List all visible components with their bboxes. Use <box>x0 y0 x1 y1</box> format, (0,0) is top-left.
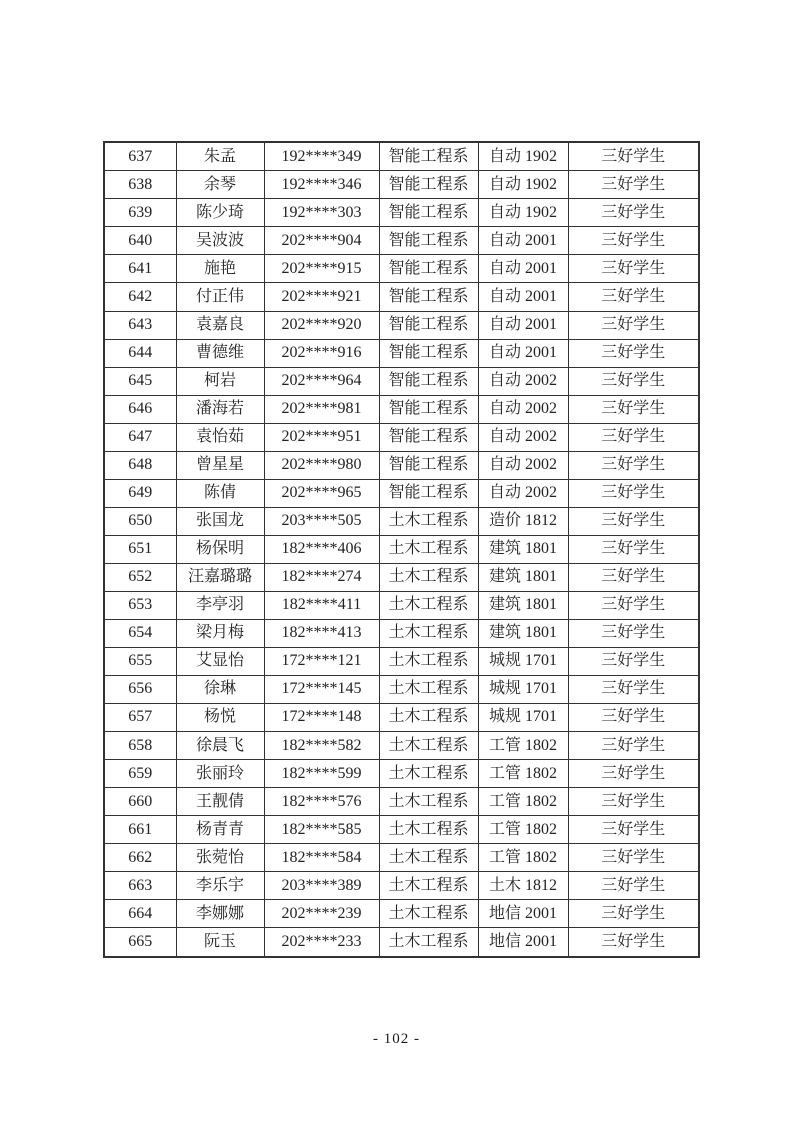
cell-class: 自动 2001 <box>478 311 568 339</box>
cell-department: 土木工程系 <box>379 507 478 535</box>
cell-department: 土木工程系 <box>379 619 478 647</box>
cell-class: 自动 2002 <box>478 423 568 451</box>
cell-class: 自动 1902 <box>478 199 568 227</box>
cell-department: 土木工程系 <box>379 591 478 619</box>
cell-serial-number: 638 <box>104 171 176 199</box>
cell-student-name: 杨青青 <box>176 816 264 844</box>
cell-student-id: 182****585 <box>264 816 379 844</box>
cell-serial-number: 662 <box>104 844 176 872</box>
cell-student-name: 张菀怡 <box>176 844 264 872</box>
table-row <box>104 255 699 283</box>
table-row <box>104 507 699 535</box>
cell-department: 智能工程系 <box>379 255 478 283</box>
cell-student-id: 203****505 <box>264 507 379 535</box>
cell-class: 工管 1802 <box>478 844 568 872</box>
cell-student-id: 192****346 <box>264 171 379 199</box>
table-row <box>104 311 699 339</box>
table-row <box>104 283 699 311</box>
table-row <box>104 451 699 479</box>
cell-award: 三好学生 <box>568 788 699 816</box>
cell-award: 三好学生 <box>568 171 699 199</box>
cell-department: 智能工程系 <box>379 451 478 479</box>
table-row <box>104 367 699 395</box>
cell-department: 土木工程系 <box>379 788 478 816</box>
cell-serial-number: 645 <box>104 367 176 395</box>
cell-student-name: 张国龙 <box>176 507 264 535</box>
cell-class: 自动 2002 <box>478 367 568 395</box>
cell-class: 城规 1701 <box>478 703 568 731</box>
cell-award: 三好学生 <box>568 479 699 507</box>
cell-serial-number: 653 <box>104 591 176 619</box>
cell-student-id: 182****582 <box>264 731 379 759</box>
cell-student-id: 202****915 <box>264 255 379 283</box>
cell-department: 智能工程系 <box>379 311 478 339</box>
cell-department: 智能工程系 <box>379 423 478 451</box>
cell-student-name: 吴波波 <box>176 227 264 255</box>
cell-serial-number: 646 <box>104 395 176 423</box>
cell-class: 自动 2001 <box>478 227 568 255</box>
cell-student-name: 朱孟 <box>176 142 264 171</box>
cell-serial-number: 650 <box>104 507 176 535</box>
table-row <box>104 619 699 647</box>
cell-class: 地信 2001 <box>478 900 568 928</box>
cell-student-id: 192****303 <box>264 199 379 227</box>
cell-award: 三好学生 <box>568 619 699 647</box>
cell-student-name: 柯岩 <box>176 367 264 395</box>
cell-student-id: 202****916 <box>264 339 379 367</box>
cell-department: 土木工程系 <box>379 563 478 591</box>
table-row <box>104 844 699 872</box>
cell-award: 三好学生 <box>568 872 699 900</box>
cell-award: 三好学生 <box>568 339 699 367</box>
cell-serial-number: 644 <box>104 339 176 367</box>
cell-student-id: 182****584 <box>264 844 379 872</box>
cell-award: 三好学生 <box>568 423 699 451</box>
cell-student-name: 王靓倩 <box>176 788 264 816</box>
cell-serial-number: 661 <box>104 816 176 844</box>
cell-student-name: 艾显怡 <box>176 647 264 675</box>
cell-serial-number: 642 <box>104 283 176 311</box>
table-row <box>104 591 699 619</box>
cell-award: 三好学生 <box>568 731 699 759</box>
table-row <box>104 900 699 928</box>
cell-serial-number: 655 <box>104 647 176 675</box>
cell-student-name: 阮玉 <box>176 928 264 957</box>
cell-student-id: 182****406 <box>264 535 379 563</box>
cell-award: 三好学生 <box>568 928 699 957</box>
cell-student-name: 陈倩 <box>176 479 264 507</box>
cell-student-name: 李亭羽 <box>176 591 264 619</box>
cell-serial-number: 652 <box>104 563 176 591</box>
cell-department: 智能工程系 <box>379 142 478 171</box>
cell-serial-number: 654 <box>104 619 176 647</box>
cell-department: 土木工程系 <box>379 844 478 872</box>
cell-award: 三好学生 <box>568 283 699 311</box>
cell-serial-number: 656 <box>104 675 176 703</box>
cell-class: 工管 1802 <box>478 760 568 788</box>
cell-award: 三好学生 <box>568 760 699 788</box>
cell-award: 三好学生 <box>568 816 699 844</box>
cell-department: 土木工程系 <box>379 760 478 788</box>
cell-class: 工管 1802 <box>478 731 568 759</box>
cell-award: 三好学生 <box>568 844 699 872</box>
cell-class: 自动 2002 <box>478 479 568 507</box>
cell-student-id: 182****599 <box>264 760 379 788</box>
cell-student-id: 202****980 <box>264 451 379 479</box>
cell-student-id: 202****981 <box>264 395 379 423</box>
table-row <box>104 928 699 957</box>
cell-award: 三好学生 <box>568 591 699 619</box>
cell-department: 土木工程系 <box>379 535 478 563</box>
cell-department: 土木工程系 <box>379 872 478 900</box>
cell-student-id: 202****239 <box>264 900 379 928</box>
cell-department: 智能工程系 <box>379 227 478 255</box>
cell-class: 土木 1812 <box>478 872 568 900</box>
cell-department: 智能工程系 <box>379 339 478 367</box>
cell-award: 三好学生 <box>568 675 699 703</box>
cell-student-id: 172****145 <box>264 675 379 703</box>
cell-serial-number: 664 <box>104 900 176 928</box>
cell-award: 三好学生 <box>568 507 699 535</box>
cell-student-id: 192****349 <box>264 142 379 171</box>
cell-student-id: 202****951 <box>264 423 379 451</box>
cell-award: 三好学生 <box>568 311 699 339</box>
cell-serial-number: 643 <box>104 311 176 339</box>
table-row <box>104 535 699 563</box>
table-row <box>104 563 699 591</box>
cell-serial-number: 651 <box>104 535 176 563</box>
cell-student-id: 202****965 <box>264 479 379 507</box>
cell-serial-number: 660 <box>104 788 176 816</box>
cell-department: 土木工程系 <box>379 703 478 731</box>
cell-serial-number: 648 <box>104 451 176 479</box>
cell-class: 建筑 1801 <box>478 619 568 647</box>
cell-department: 智能工程系 <box>379 367 478 395</box>
cell-serial-number: 659 <box>104 760 176 788</box>
cell-student-id: 172****148 <box>264 703 379 731</box>
cell-class: 城规 1701 <box>478 675 568 703</box>
cell-student-name: 余琴 <box>176 171 264 199</box>
cell-class: 自动 2002 <box>478 451 568 479</box>
cell-class: 城规 1701 <box>478 647 568 675</box>
table-row <box>104 731 699 759</box>
cell-class: 自动 1902 <box>478 142 568 171</box>
cell-student-id: 202****921 <box>264 283 379 311</box>
cell-award: 三好学生 <box>568 535 699 563</box>
page-number: - 102 - <box>373 1031 420 1047</box>
table-row <box>104 171 699 199</box>
cell-student-id: 202****920 <box>264 311 379 339</box>
cell-department: 土木工程系 <box>379 928 478 957</box>
table-row <box>104 675 699 703</box>
cell-student-name: 曹德维 <box>176 339 264 367</box>
cell-class: 地信 2001 <box>478 928 568 957</box>
cell-student-id: 202****904 <box>264 227 379 255</box>
table-row <box>104 647 699 675</box>
cell-class: 自动 2002 <box>478 395 568 423</box>
cell-serial-number: 649 <box>104 479 176 507</box>
cell-student-name: 杨保明 <box>176 535 264 563</box>
cell-student-id: 202****964 <box>264 367 379 395</box>
cell-student-name: 潘海若 <box>176 395 264 423</box>
cell-serial-number: 637 <box>104 142 176 171</box>
cell-award: 三好学生 <box>568 395 699 423</box>
cell-award: 三好学生 <box>568 367 699 395</box>
cell-department: 土木工程系 <box>379 816 478 844</box>
cell-student-name: 曾星星 <box>176 451 264 479</box>
table-row <box>104 479 699 507</box>
cell-award: 三好学生 <box>568 199 699 227</box>
cell-student-id: 202****233 <box>264 928 379 957</box>
cell-student-name: 徐琳 <box>176 675 264 703</box>
cell-serial-number: 647 <box>104 423 176 451</box>
cell-department: 智能工程系 <box>379 199 478 227</box>
table-row <box>104 227 699 255</box>
cell-student-name: 李乐宇 <box>176 872 264 900</box>
table-row <box>104 816 699 844</box>
cell-student-id: 182****411 <box>264 591 379 619</box>
cell-serial-number: 658 <box>104 731 176 759</box>
table-row <box>104 788 699 816</box>
cell-student-id: 203****389 <box>264 872 379 900</box>
cell-department: 智能工程系 <box>379 479 478 507</box>
cell-department: 智能工程系 <box>379 395 478 423</box>
cell-department: 智能工程系 <box>379 283 478 311</box>
cell-class: 工管 1802 <box>478 788 568 816</box>
cell-student-name: 袁怡茹 <box>176 423 264 451</box>
cell-department: 土木工程系 <box>379 647 478 675</box>
cell-class: 自动 1902 <box>478 171 568 199</box>
cell-student-name: 徐晨飞 <box>176 731 264 759</box>
cell-student-name: 张丽玲 <box>176 760 264 788</box>
cell-award: 三好学生 <box>568 451 699 479</box>
cell-class: 工管 1802 <box>478 816 568 844</box>
table-row <box>104 142 699 171</box>
cell-class: 建筑 1801 <box>478 563 568 591</box>
cell-serial-number: 665 <box>104 928 176 957</box>
cell-award: 三好学生 <box>568 227 699 255</box>
cell-student-name: 杨悦 <box>176 703 264 731</box>
cell-award: 三好学生 <box>568 255 699 283</box>
cell-award: 三好学生 <box>568 647 699 675</box>
cell-student-id: 182****576 <box>264 788 379 816</box>
cell-serial-number: 639 <box>104 199 176 227</box>
cell-class: 自动 2001 <box>478 255 568 283</box>
cell-student-name: 施艳 <box>176 255 264 283</box>
cell-student-id: 182****274 <box>264 563 379 591</box>
cell-department: 土木工程系 <box>379 675 478 703</box>
cell-class: 自动 2001 <box>478 283 568 311</box>
cell-student-name: 陈少琦 <box>176 199 264 227</box>
cell-award: 三好学生 <box>568 142 699 171</box>
cell-student-name: 汪嘉璐璐 <box>176 563 264 591</box>
table-row <box>104 872 699 900</box>
award-table-body <box>104 142 699 957</box>
cell-award: 三好学生 <box>568 563 699 591</box>
table-row <box>104 703 699 731</box>
cell-class: 建筑 1801 <box>478 591 568 619</box>
table-row <box>104 199 699 227</box>
cell-student-name: 梁月梅 <box>176 619 264 647</box>
cell-student-name: 李娜娜 <box>176 900 264 928</box>
cell-student-id: 182****413 <box>264 619 379 647</box>
cell-award: 三好学生 <box>568 900 699 928</box>
student-award-table <box>103 141 700 958</box>
cell-serial-number: 641 <box>104 255 176 283</box>
cell-class: 自动 2001 <box>478 339 568 367</box>
table-row <box>104 395 699 423</box>
cell-serial-number: 657 <box>104 703 176 731</box>
cell-serial-number: 640 <box>104 227 176 255</box>
cell-class: 建筑 1801 <box>478 535 568 563</box>
cell-department: 土木工程系 <box>379 731 478 759</box>
cell-student-name: 付正伟 <box>176 283 264 311</box>
cell-department: 智能工程系 <box>379 171 478 199</box>
cell-serial-number: 663 <box>104 872 176 900</box>
cell-student-id: 172****121 <box>264 647 379 675</box>
cell-department: 土木工程系 <box>379 900 478 928</box>
cell-class: 造价 1812 <box>478 507 568 535</box>
cell-award: 三好学生 <box>568 703 699 731</box>
table-row <box>104 760 699 788</box>
cell-student-name: 袁嘉良 <box>176 311 264 339</box>
table-row <box>104 423 699 451</box>
table-row <box>104 339 699 367</box>
